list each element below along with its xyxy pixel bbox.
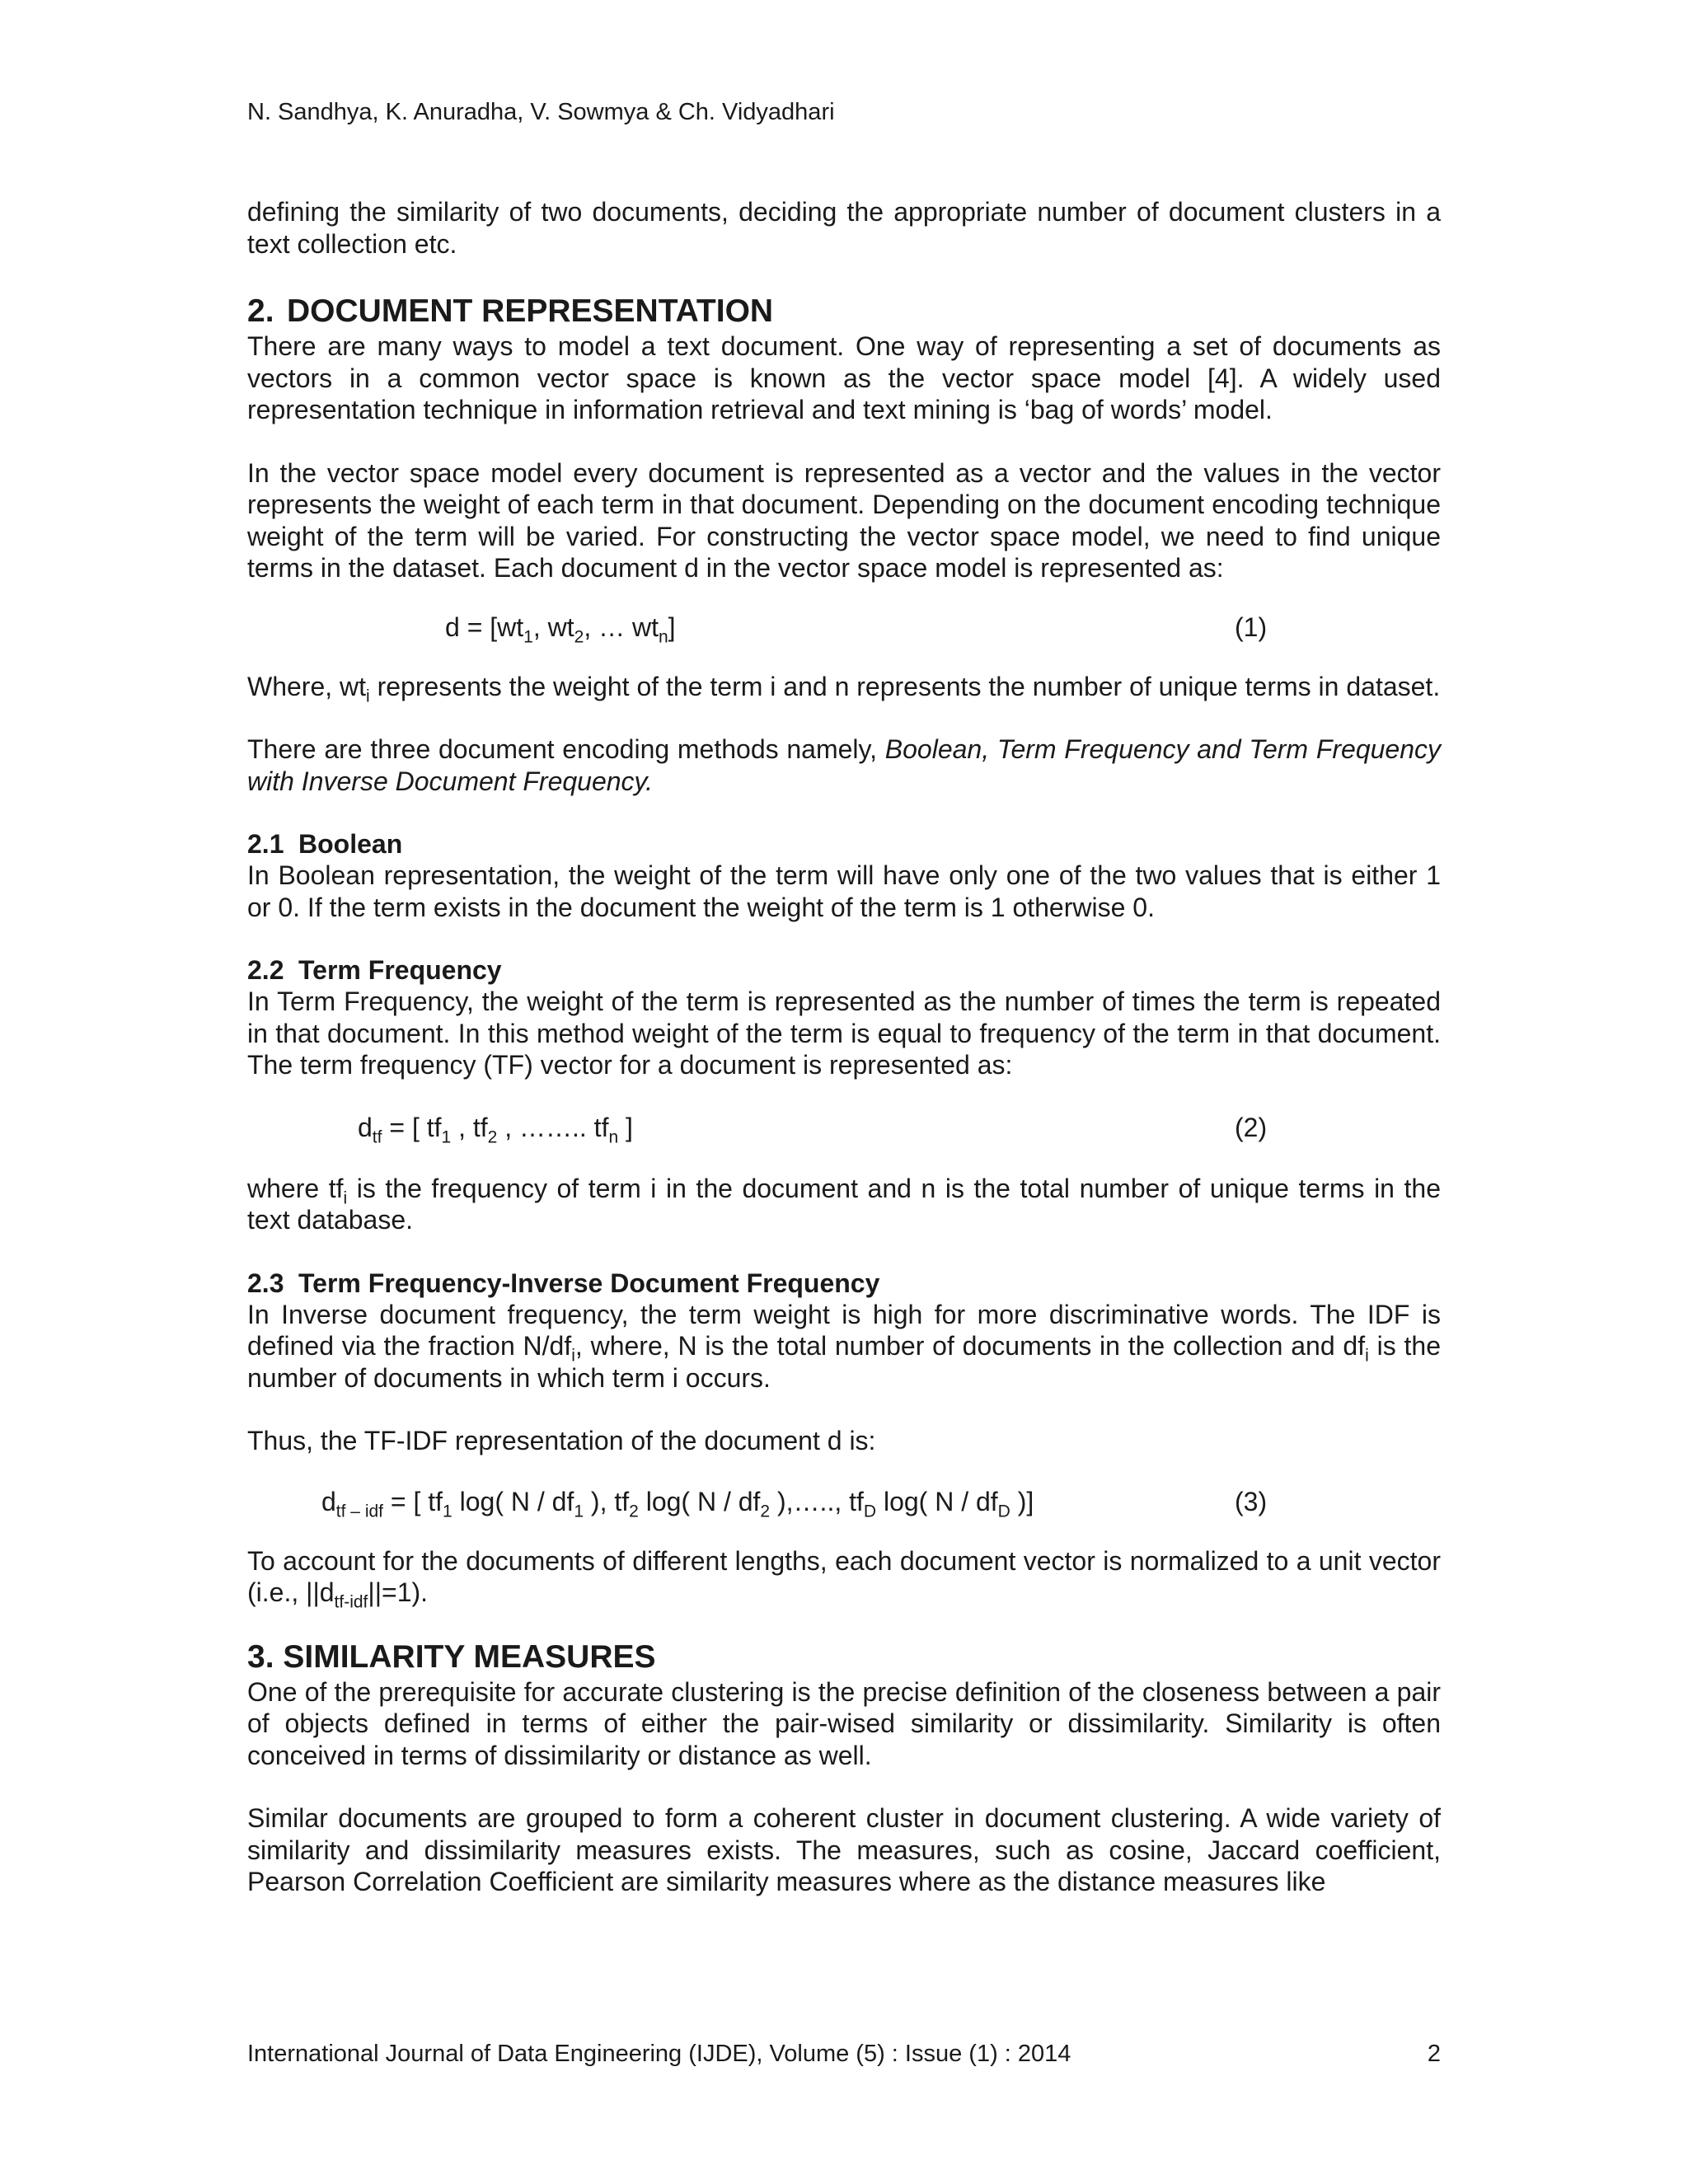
main-content xyxy=(247,196,1441,1898)
equation-2 xyxy=(247,1111,1441,1144)
footer-journal: International Journal of Data Engineering (IJDE), Volume (5) : Issue (1) : 2014 xyxy=(247,2041,1071,2067)
subsection-2-2-where-paragraph: where $tf_i$ is the frequency of term i in the document and n is the total number of unique terms in the text database. xyxy=(247,1173,1442,1235)
section-2-heading xyxy=(247,293,1441,330)
equation-2-number: (2) xyxy=(1235,1112,1268,1142)
subsection-2-1-heading: 2.1 Boolean xyxy=(247,829,403,859)
intro-paragraph: defining the similarity of two documents, deciding the appropriate number of document clusters in a text collection etc. xyxy=(247,197,1441,259)
page-number: 2 xyxy=(1427,2041,1441,2067)
section-2-methods-paragraph: There are three document encoding methods namely, Boolean, Term Frequency and Term Frequency with Inverse Document Frequency. xyxy=(247,734,1442,796)
subsection-2-3-normalization: To account for the documents of different lengths, each document vector is normalized to a unit vector (i.e., $||d_{tf-idf}||=1$). xyxy=(247,1545,1441,1612)
section-3-heading xyxy=(247,1638,1441,1676)
section-2-paragraph-2: In the vector space model every document is represented as a vector and the values in the vector represents the weight of each term in that document. Depending on the document encoding technique weight of the term will be varied. For constructing the vector space model, we need to find unique terms in the dataset. Each document d in the vector space model is represented as: xyxy=(247,457,1441,583)
subsection-2-1-paragraph: In Boolean representation, the weight of the term will have only one of the two values that is either 1 or 0. If the term exists in the document the weight of the term is 1 otherwise 0. xyxy=(247,860,1441,922)
section-2-title: DOCUMENT REPRESENTATION xyxy=(287,293,774,329)
running-header-authors: N. Sandhya, K. Anuradha, V. Sowmya & Ch. Vidyadhari xyxy=(247,99,835,125)
equation-2-expression: $d_{tf}$ = [ $tf_1$ , $tf_2$ , …….. $tf_n$ ] xyxy=(358,1112,633,1146)
subsection-2-2-heading: 2.2 Term Frequency xyxy=(247,955,502,985)
subsection-2-3-thus: Thus, the TF-IDF representation of the document d is: xyxy=(247,1426,876,1455)
page-footer xyxy=(247,2039,1441,2069)
section-2-where-paragraph: Where, $wt_i$ represents the weight of the term i and n represents the number of unique terms in dataset. xyxy=(247,671,1441,705)
equation-3-number: (3) xyxy=(1235,1486,1268,1516)
section-2-paragraph-1: There are many ways to model a text document. One way of representing a set of documents as vectors in a common vector space is known as the vector space model [4]. A widely used representation technique in information retrieval and text mining is ‘bag of words’ model. xyxy=(247,331,1441,424)
equation-1-expression: $d = [wt_1$, $wt_2$, … $wt_n$] xyxy=(445,612,676,646)
subsection-2-3-paragraph: In Inverse document frequency, the term weight is high for more discriminative words. The IDF is defined via the fraction $N/df_i$, where, N is the total number of documents in the collection and $df_i$ is the number of documents in which term i occurs. xyxy=(247,1299,1442,1393)
subsection-2-2-paragraph: In Term Frequency, the weight of the term is represented as the number of times the term is repeated in that document. In this method weight of the term is equal to frequency of the term in that document. The term frequency (TF) vector for a document is represented as: xyxy=(247,987,1441,1080)
section-3-paragraph-1: One of the prerequisite for accurate clustering is the precise definition of the closeness between a pair of objects defined in terms of either the pair-wised similarity or dissimilarity. Similarity is often conceived in terms of dissimilarity or distance as well. xyxy=(247,1676,1441,1770)
section-2-number: 2. xyxy=(247,293,274,329)
equation-1-number: (1) xyxy=(1235,612,1268,642)
section-3-number: 3. xyxy=(247,1638,274,1675)
subsection-2-3-heading: 2.3 Term Frequency-Inverse Document Frequency xyxy=(247,1268,880,1298)
equation-1 xyxy=(247,611,1441,644)
equation-3 xyxy=(247,1485,1441,1521)
equation-3-expression: $d_{tf - idf}$ = [ $tf_1$ log( N / $df_1$ ), $tf_2$ log( N / $df_2$ ),….., $tf_D$ log( N / $df_D$ )] xyxy=(321,1486,1034,1521)
section-3-paragraph-2: Similar documents are grouped to form a coherent cluster in document clustering. A wide variety of similarity and dissimilarity measures exists. The measures, such as cosine, Jaccard coefficient, Pearson Correlation Coefficient are similarity measures where as the distance measures like xyxy=(247,1803,1441,1896)
section-3-title: SIMILARITY MEASURES xyxy=(283,1638,656,1675)
